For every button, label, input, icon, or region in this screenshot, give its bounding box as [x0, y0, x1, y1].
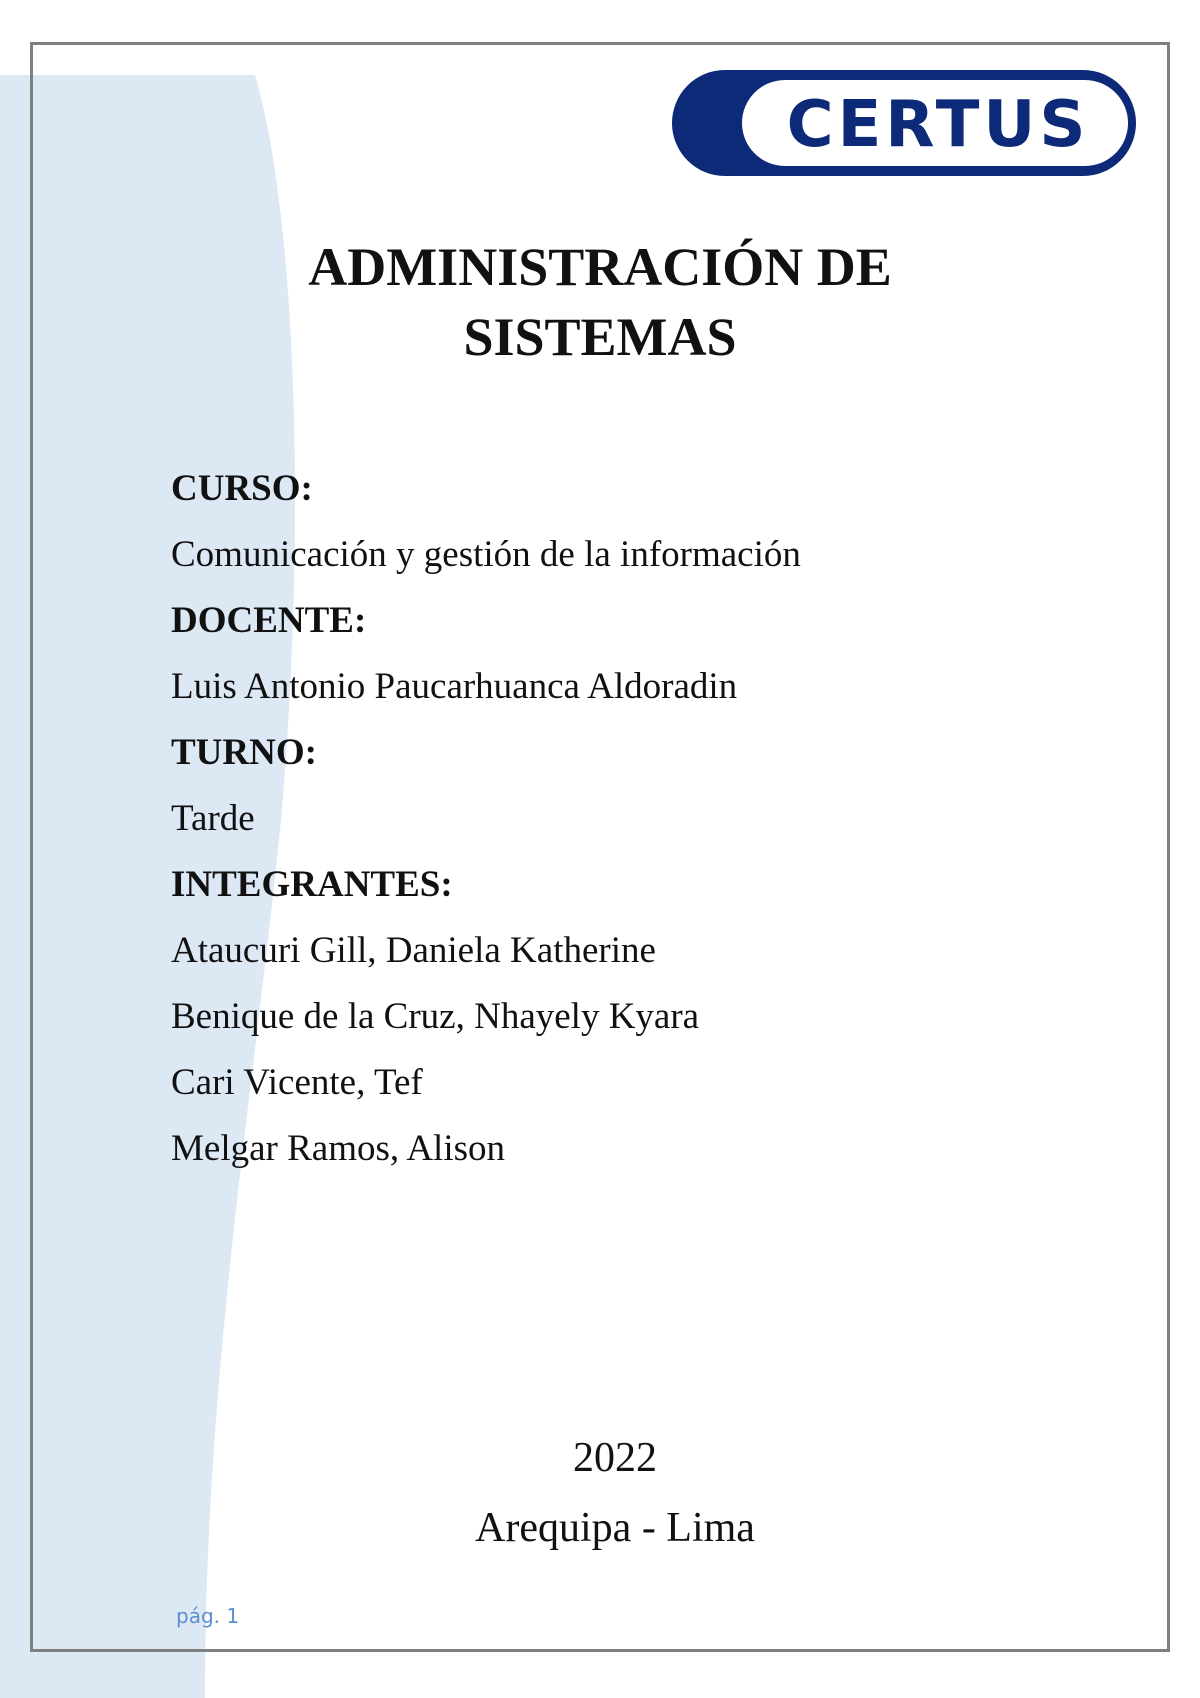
title-line-1: ADMINISTRACIÓN DE	[308, 237, 892, 297]
title-line-2: SISTEMAS	[463, 307, 737, 367]
curso-value: Comunicación y gestión de la información	[171, 534, 801, 575]
integrantes-label: INTEGRANTES:	[171, 864, 453, 905]
footer-city: Arequipa - Lima	[475, 1505, 755, 1551]
docente-label: DOCENTE:	[171, 600, 367, 641]
docente-value: Luis Antonio Paucarhuanca Aldoradin	[171, 666, 738, 707]
certus-logo	[670, 68, 1138, 178]
member-item: Cari Vicente, Tef	[171, 1062, 423, 1103]
curso-label: CURSO:	[171, 468, 313, 509]
info-section	[171, 456, 1071, 1182]
turno-value: Tarde	[171, 798, 255, 839]
member-item: Benique de la Cruz, Nhayely Kyara	[171, 996, 700, 1037]
footer-year: 2022	[573, 1435, 657, 1481]
member-item: Ataucuri Gill, Daniela Katherine	[171, 930, 656, 971]
logo-text: CERTUS	[786, 88, 1090, 162]
page-number: pág. 1	[176, 1604, 240, 1628]
turno-label: TURNO:	[171, 732, 317, 773]
member-item: Melgar Ramos, Alison	[171, 1128, 506, 1169]
document-title	[200, 232, 1000, 372]
members-list	[171, 918, 1071, 1182]
